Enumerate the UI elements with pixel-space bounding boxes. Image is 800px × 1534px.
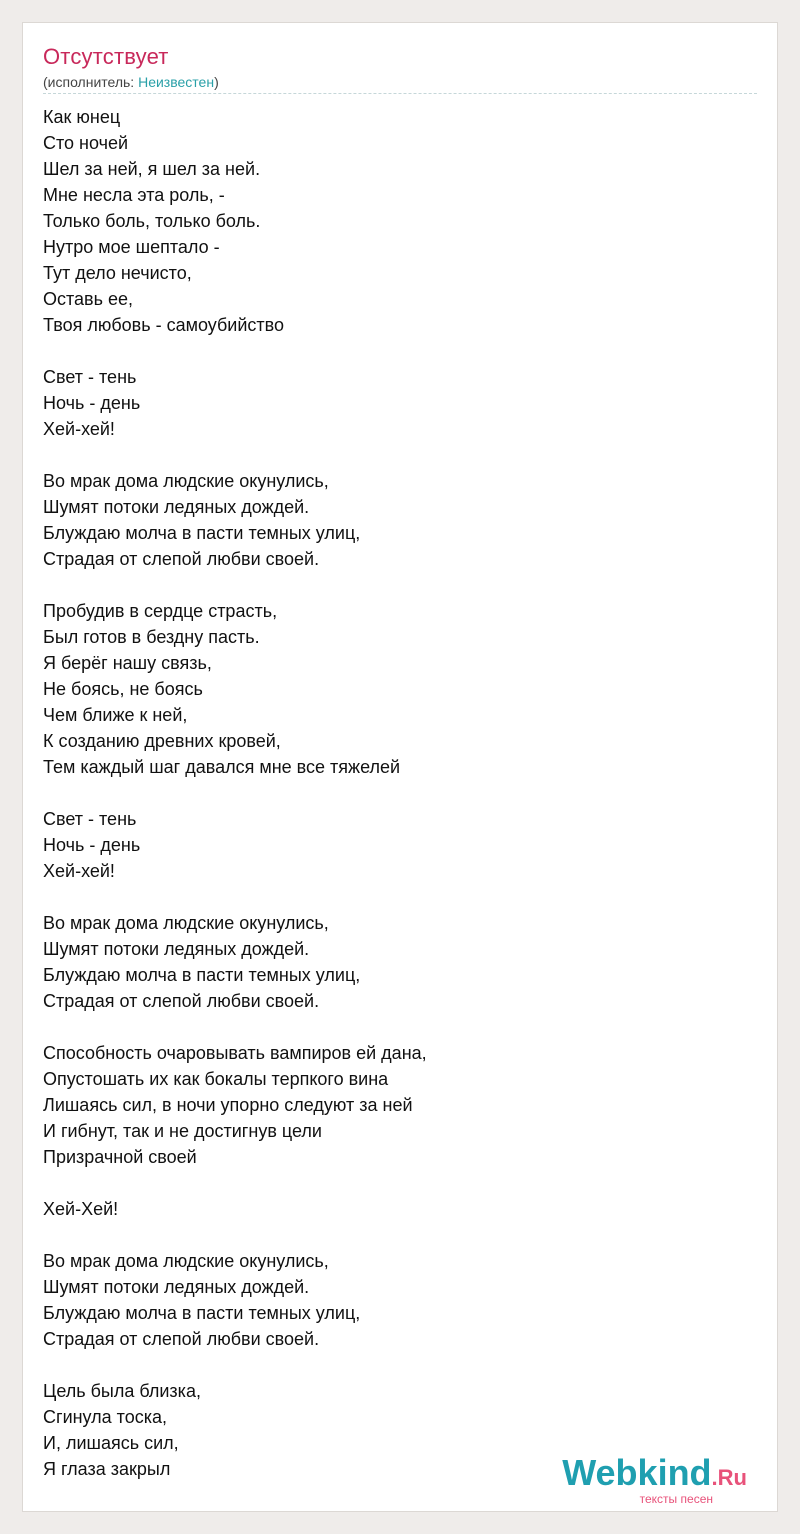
lyrics-line: Ночь - день [43, 835, 141, 855]
lyrics-blank-line [43, 780, 427, 806]
lyrics-blank-line [43, 1014, 427, 1040]
lyrics-line: Твоя любовь - самоубийство [43, 315, 285, 335]
lyrics-line: Я глаза закрыл [43, 1459, 171, 1479]
lyrics-blank-line [43, 1170, 427, 1196]
artist-prefix: (исполнитель: [43, 74, 139, 90]
lyrics-line: Шумят потоки ледяных дождей. [43, 1277, 310, 1297]
artist-link[interactable]: Неизвестен [138, 74, 215, 90]
lyrics-blank-line [43, 1222, 427, 1248]
lyrics-line: Шумят потоки ледяных дождей. [43, 939, 310, 959]
logo-ru: .Ru [711, 1465, 747, 1490]
lyrics-line: Тем каждый шаг давался мне все тяжелей [43, 757, 401, 777]
lyrics-line: Тут дело нечисто, [43, 263, 192, 283]
lyrics-line: Хей-Хей! [43, 1199, 119, 1219]
artist-suffix: ) [214, 74, 219, 90]
artist-line [43, 73, 219, 91]
lyrics-line: К созданию древних кровей, [43, 731, 281, 751]
lyrics-card [22, 22, 778, 1512]
lyrics-line: Страдая от слепой любви своей. [43, 991, 320, 1011]
lyrics-line: Страдая от слепой любви своей. [43, 549, 320, 569]
lyrics-blank-line [43, 338, 427, 364]
lyrics-line: Во мрак дома людские окунулись, [43, 471, 329, 491]
lyrics-line: Блуждаю молча в пасти темных улиц, [43, 523, 361, 543]
lyrics-line: Цель была близка, [43, 1381, 201, 1401]
site-logo[interactable] [562, 1454, 747, 1505]
lyrics-line: Чем ближе к ней, [43, 705, 188, 725]
lyrics-blank-line [43, 442, 427, 468]
lyrics-line: Ночь - день [43, 393, 141, 413]
lyrics-line: Сгинула тоска, [43, 1407, 168, 1427]
lyrics-line: Хей-хей! [43, 419, 115, 439]
lyrics-line: Не боясь, не боясь [43, 679, 203, 699]
lyrics-line: И гибнут, так и не достигнув цели [43, 1121, 322, 1141]
lyrics-line: Шел за ней, я шел за ней. [43, 159, 261, 179]
lyrics-line: Нутро мое шептало - [43, 237, 220, 257]
song-title: Отсутствует [43, 44, 169, 69]
lyrics-line: Опустошать их как бокалы терпкого вина [43, 1069, 389, 1089]
lyrics-line: Свет - тень [43, 367, 137, 387]
lyrics-line: Во мрак дома людские окунулись, [43, 1251, 329, 1271]
lyrics-line: И, лишаясь сил, [43, 1433, 179, 1453]
lyrics-line: Во мрак дома людские окунулись, [43, 913, 329, 933]
lyrics-text [43, 104, 427, 1482]
lyrics-line: Только боль, только боль. [43, 211, 261, 231]
lyrics-line: Был готов в бездну пасть. [43, 627, 260, 647]
lyrics-line: Способность очаровывать вампиров ей дана, [43, 1043, 427, 1063]
lyrics-line: Призрачной своей [43, 1147, 197, 1167]
logo-tagline: тексты песен [639, 1492, 713, 1506]
lyrics-blank-line [43, 572, 427, 598]
lyrics-line: Блуждаю молча в пасти темных улиц, [43, 1303, 361, 1323]
lyrics-blank-line [43, 884, 427, 910]
lyrics-line: Шумят потоки ледяных дождей. [43, 497, 310, 517]
lyrics-line: Пробудив в сердце страсть, [43, 601, 278, 621]
divider [43, 93, 757, 94]
lyrics-line: Лишаясь сил, в ночи упорно следуют за ней [43, 1095, 413, 1115]
logo-web: Webkind [562, 1452, 712, 1493]
lyrics-line: Сто ночей [43, 133, 129, 153]
lyrics-line: Свет - тень [43, 809, 137, 829]
logo-wordmark [562, 1454, 747, 1497]
lyrics-blank-line [43, 1352, 427, 1378]
lyrics-line: Хей-хей! [43, 861, 115, 881]
lyrics-line: Как юнец [43, 107, 121, 127]
lyrics-line: Блуждаю молча в пасти темных улиц, [43, 965, 361, 985]
lyrics-line: Оставь ее, [43, 289, 134, 309]
lyrics-line: Мне несла эта роль, - [43, 185, 225, 205]
lyrics-line: Я берёг нашу связь, [43, 653, 212, 673]
lyrics-line: Страдая от слепой любви своей. [43, 1329, 320, 1349]
